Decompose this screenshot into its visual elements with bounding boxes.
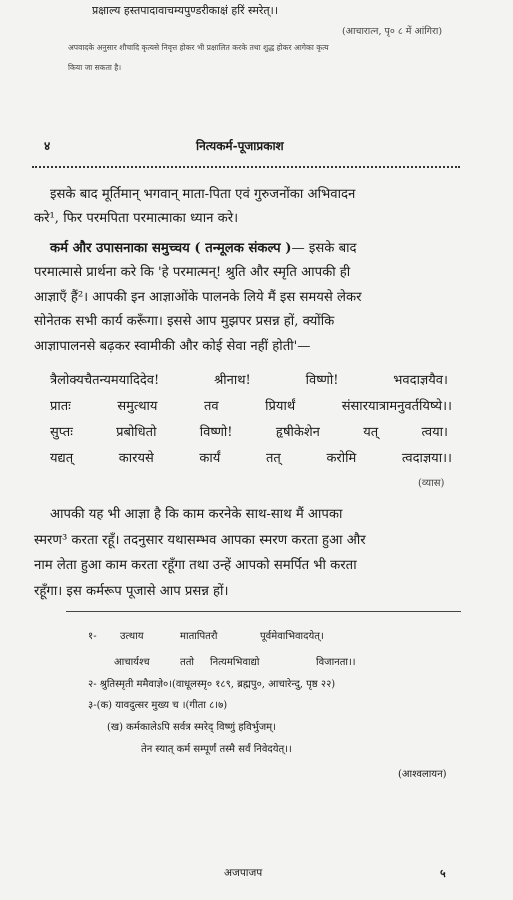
footnote-2: २- श्रुतिस्मृती ममैवाज्ञे०।(वाधूलस्मृ० १८९, ब्रह्मपु०, आचारेन्दु, पृष्ठ २२) — [88, 679, 336, 690]
para3-line-1: आपकी यह भी आज्ञा है कि काम करनेके साथ-साथ मैं आपका — [50, 507, 343, 522]
top-verse-line: प्रक्षाल्य हस्तपादावाचम्यपुण्डरीकाक्षं हरिं स्मरेत्।। — [92, 4, 279, 17]
verse-line-4 — [50, 448, 452, 466]
verse-word: भवदाज्ञयैव। — [393, 373, 448, 388]
para3-line-4: रहूँगा। इस कर्मरूप पूजासे आप प्रसन्न हों। — [34, 584, 229, 599]
verse-word: संसारयात्रामनुवर्तयिष्ये।। — [341, 399, 452, 414]
verse-word: विष्णो! — [199, 425, 233, 440]
footnote-word: पूर्वमेवाभिवादयेत्। — [260, 631, 324, 642]
verse-word: त्वदाज्ञया।। — [401, 451, 452, 466]
verse-word: प्रबोधितो — [116, 425, 157, 440]
verse-word: समुत्थाय — [117, 399, 158, 414]
verse-word: सुप्तः — [50, 425, 73, 440]
top-note-line-1: अपवादके अनुसार शौचादि कृत्यसे निवृत्त होकर भी प्रक्षालित करके तथा शुद्ध होकर आगेका कृत्य — [68, 43, 329, 52]
verse-word: त्वया। — [421, 425, 448, 440]
para3-line-2: स्मरण³ करता रहूँ। तदनुसार यथासम्भव आपका स्मरण करता हुआ और — [34, 533, 366, 548]
verse-word: प्रियार्थं — [265, 399, 296, 414]
footnote-word: मातापितरौ — [180, 631, 218, 642]
verse-word: कार्यं — [199, 451, 221, 466]
verse-attribution: (व्यास) — [418, 478, 445, 489]
verse-word: तव — [203, 399, 219, 414]
header-dotted-rule — [32, 166, 460, 168]
running-title: नित्यकर्म-पूजाप्रकाश — [196, 139, 284, 153]
verse-word: श्रीनाथ! — [214, 373, 251, 388]
footnote-3-attribution: (आश्वलायन) — [398, 769, 447, 780]
footnote-word: आचार्यश्च — [114, 657, 150, 668]
next-page-title: अजपाजप — [224, 867, 263, 879]
verse-word: कारयसे — [118, 451, 154, 466]
verse-line-1 — [50, 370, 448, 388]
section-heading: कर्म और उपासनाका समुच्चय ( तन्मूलक संकल्प ) — [50, 241, 292, 256]
footnote-marker: १- — [88, 631, 97, 642]
next-page-number: ५ — [440, 867, 446, 880]
top-citation: (आचारात्न, पृ० ८ में आंगिरा) — [342, 26, 443, 37]
para1-line-1: इसके बाद मूर्तिमान् भगवान् माता-पिता एवं गुरुजनोंका अभिवादन — [50, 187, 356, 202]
para2-line-4: सोनेतक सभी कार्य करूँगा। इससे आप मुझपर प्रसन्न हों, क्योंकि — [34, 314, 335, 329]
footnote-1-line-1 — [88, 628, 388, 642]
footnote-word: ततो — [180, 657, 194, 668]
verse-line-3 — [50, 422, 448, 440]
page-number: ४ — [44, 139, 51, 153]
para3-line-3: नाम लेता हुआ काम करता रहूँगा तथा उन्हें आपको समर्पित भी करता — [34, 558, 357, 573]
para2-line-1 — [50, 238, 357, 256]
verse-word: विष्णो! — [305, 373, 339, 388]
footnote-3-a: ३-(क) यावदुत्सर मुख्य च ।(गीता ८।७) — [88, 700, 228, 711]
para1-line-2: करे¹, फिर परमपिता परमात्माका ध्यान करे। — [34, 211, 239, 226]
top-note-line-2: किया जा सकता है। — [68, 63, 122, 72]
para2-line-1-rest: — इसके बाद — [291, 241, 357, 256]
verse-word: यत् — [363, 425, 379, 440]
verse-word: हृषीकेशेन — [275, 425, 320, 440]
footnote-divider — [66, 611, 461, 612]
footnote-3-b: (ख) कर्मकालेऽपि सर्वत्र स्मरेद् विष्णुं हविर्भुजम्। — [107, 722, 276, 733]
verse-word: प्रातः — [50, 399, 71, 414]
footnote-1-line-2 — [114, 654, 414, 668]
verse-word: यद्यत् — [50, 451, 74, 466]
verse-word: त्रैलोक्यचैतन्यमयादिदेव! — [50, 373, 160, 388]
verse-line-2 — [50, 396, 452, 414]
footnote-word: विजानता।। — [316, 657, 356, 668]
para2-line-5: आज्ञापालनसे बढ़कर स्वामीकी और कोई सेवा नहीं होती'— — [34, 339, 311, 354]
para2-line-3: आज्ञाएँ हैं²। आपकी इन आज्ञाओंके पालनके लिये मैं इस समयसे लेकर — [34, 290, 362, 305]
footnote-word: नित्यमभिवाद्यो — [210, 657, 260, 668]
footnote-3-c: तेन स्यात् कर्म सम्पूर्णं तस्मै सर्वं निवेदयेत्।। — [141, 744, 292, 755]
footnote-word: उत्थाय — [120, 631, 144, 642]
verse-word: करोमि — [326, 451, 357, 466]
para2-line-2: परमात्मासे प्रार्थना करे कि 'हे परमात्मन्! श्रुति और स्मृति आपकी ही — [34, 265, 351, 280]
verse-word: तत् — [265, 451, 281, 466]
